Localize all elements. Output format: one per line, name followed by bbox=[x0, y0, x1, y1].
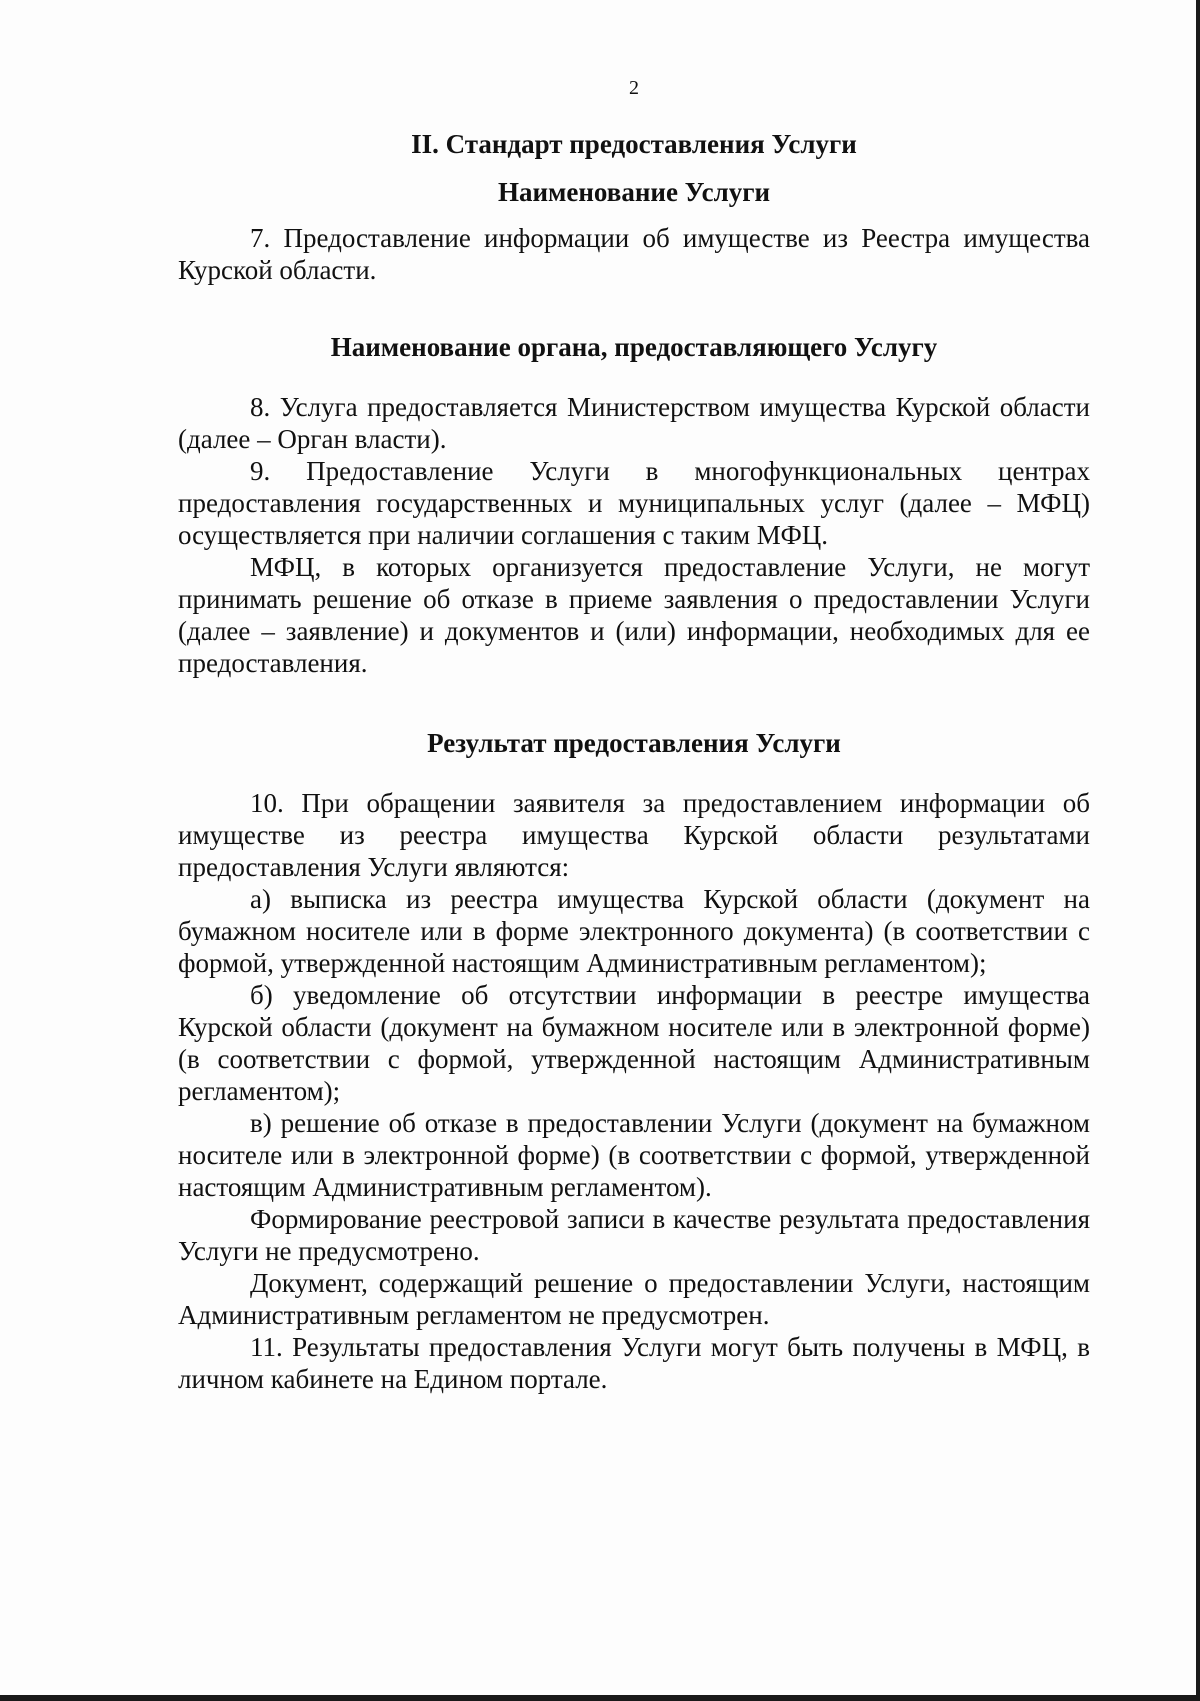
scan-edge-right bbox=[1196, 0, 1200, 1701]
paragraph-11: 11. Результаты предоставления Услуги могут быть получены в МФЦ, в личном кабинете на Едином портале. bbox=[178, 1332, 1090, 1394]
paragraph-registry-record: Формирование реестровой записи в качестве результата предоставления Услуги не предусмотрено. bbox=[178, 1204, 1090, 1266]
heading-service-name: Наименование Услуги bbox=[497, 177, 771, 207]
scan-edge-bottom bbox=[0, 1695, 1200, 1701]
document-body bbox=[178, 72, 1090, 1395]
heading-authority: Наименование органа, предоставляющего Услугу bbox=[330, 332, 938, 362]
page-number: 2 bbox=[629, 77, 639, 99]
paragraph-8: 8. Услуга предоставляется Министерством имущества Курской области (далее – Орган власти). bbox=[178, 392, 1090, 454]
paragraph-10b: б) уведомление об отсутствии информации в реестре имущества Курской области (документ на бумажном носителе или в электронной форме) (в соответствии с формой, утвержденной настоящим Административным регламентом); bbox=[178, 980, 1090, 1106]
paragraph-10c: в) решение об отказе в предоставлении Услуги (документ на бумажном носителе или в электронной форме) (в соответствии с формой, утвержденной настоящим Административным регламентом). bbox=[178, 1108, 1090, 1202]
paragraph-10: 10. При обращении заявителя за предоставлением информации об имуществе из реестра имущества Курской области результатами предоставления Услуги являются: bbox=[178, 788, 1090, 882]
paragraph-mfc: МФЦ, в которых организуется предоставление Услуги, не могут принимать решение об отказе в приеме заявления о предоставлении Услуги (далее – заявление) и документов и (или) информации, необходимых для ее предоставления. bbox=[178, 552, 1090, 678]
paragraph-10a: а) выписка из реестра имущества Курской области (документ на бумажном носителе или в форме электронного документа) (в соответствии с формой, утвержденной настоящим Административным регламентом); bbox=[178, 884, 1090, 978]
paragraph-9: 9. Предоставление Услуги в многофункциональных центрах предоставления государственных и муниципальных услуг (далее – МФЦ) осуществляется при наличии соглашения с таким МФЦ. bbox=[178, 456, 1090, 550]
paragraph-7: 7. Предоставление информации об имуществе из Реестра имущества Курской области. bbox=[178, 223, 1090, 285]
heading-result: Результат предоставления Услуги bbox=[427, 728, 841, 758]
section-title: II. Стандарт предоставления Услуги bbox=[411, 129, 857, 159]
paragraph-decision-document: Документ, содержащий решение о предоставлении Услуги, настоящим Административным регламентом не предусмотрен. bbox=[178, 1268, 1090, 1330]
